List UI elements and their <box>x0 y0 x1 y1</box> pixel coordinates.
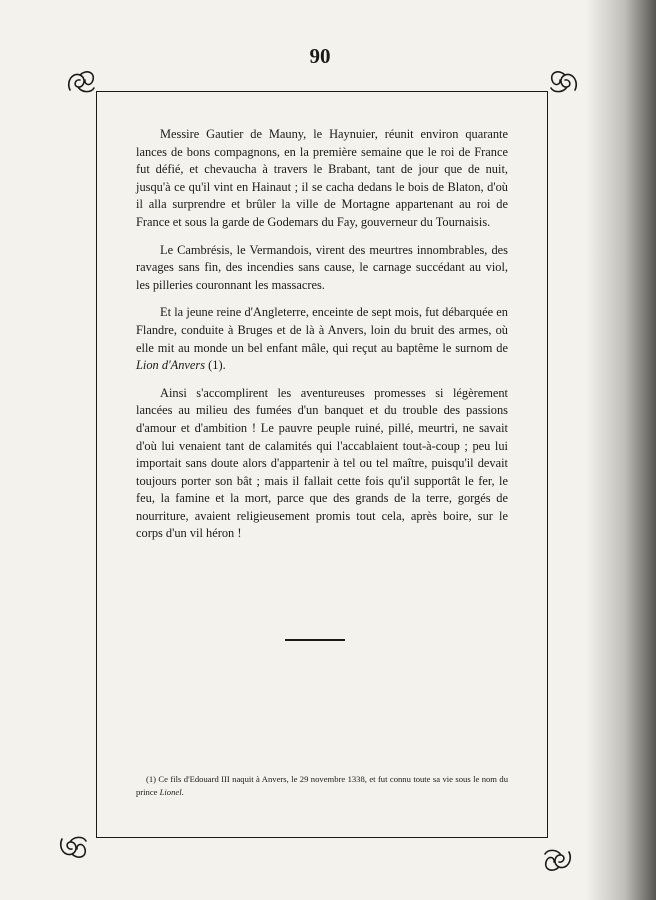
scroll-ornament-icon <box>547 66 581 96</box>
section-separator <box>285 639 345 641</box>
footnote-reference: (1). <box>205 358 226 373</box>
paragraph <box>136 304 508 374</box>
paragraph: Messire Gautier de Mauny, le Haynuier, réunit environ quarante lances de bons compagnons, en la première semaine que le roi de France fut défié, et chevaucha à travers le Brabant, tant de jour que de nuit, jusqu'à ce qu'il vint en Hainaut ; il se cacha dedans le bois de Blaton, d'où il alla surprendre et brûler la ville de Mortagne appartenant au roi de France et sous la garde de Godemars du Fay, gouverneur du Tournaisis. <box>136 127 508 229</box>
paragraph: Ainsi s'accomplirent les aventureuses promesses si légèrement lancées au milieu des fumées d'un banquet et du trouble des passions d'amour et d'ambition ! Le pauvre peuple ruiné, pillé, meurtri, ne savait d'où lui venaient tant de calamités qui l'accablaient tout-à-coup ; peu lui importait sans doute alors d'appartenir à tel ou tel maître, puisqu'il devait toujours porter son bât ; mais il fallait cette fois qu'il supportât le fer, le feu, la famine et la mort, parce que des grands de la terre, gorgés de nourriture, avaient religieusement promis tout cela, après boire, sur le corps d'un vil héron ! <box>136 385 508 541</box>
footnote-text <box>136 773 508 799</box>
scroll-ornament-icon <box>64 66 98 96</box>
paragraph-text: Et la jeune reine d'Angleterre, enceinte de sept mois, fut débarquée en Flandre, conduite à Bruges et de là à Anvers, loin du bruit des armes, où elle mit au monde un bel enfant mâle, qui reçut au baptême le surnom de <box>136 305 508 355</box>
italic-phrase: Lion d'Anvers <box>136 358 206 373</box>
scroll-ornament-icon <box>541 846 575 876</box>
main-text <box>136 126 508 553</box>
paragraph: Le Cambrésis, le Vermandois, virent des meurtres innombrables, des ravages sans fin, des incendies sans cause, le carnage succédant au viol, les pilleries couronnant les massacres. <box>136 242 508 292</box>
page-number: 90 <box>309 44 331 68</box>
page-edge-shadow <box>586 0 656 900</box>
footnote-italic-name: Lionel <box>159 787 182 797</box>
footnote-body: (1) Ce fils d'Edouard III naquit à Anvers, le 29 novembre 1338, et fut connu toute sa vie sous le nom du prince <box>136 774 508 797</box>
footnote <box>136 773 508 799</box>
scroll-ornament-icon <box>56 833 90 863</box>
footnote-end: . <box>181 787 184 797</box>
